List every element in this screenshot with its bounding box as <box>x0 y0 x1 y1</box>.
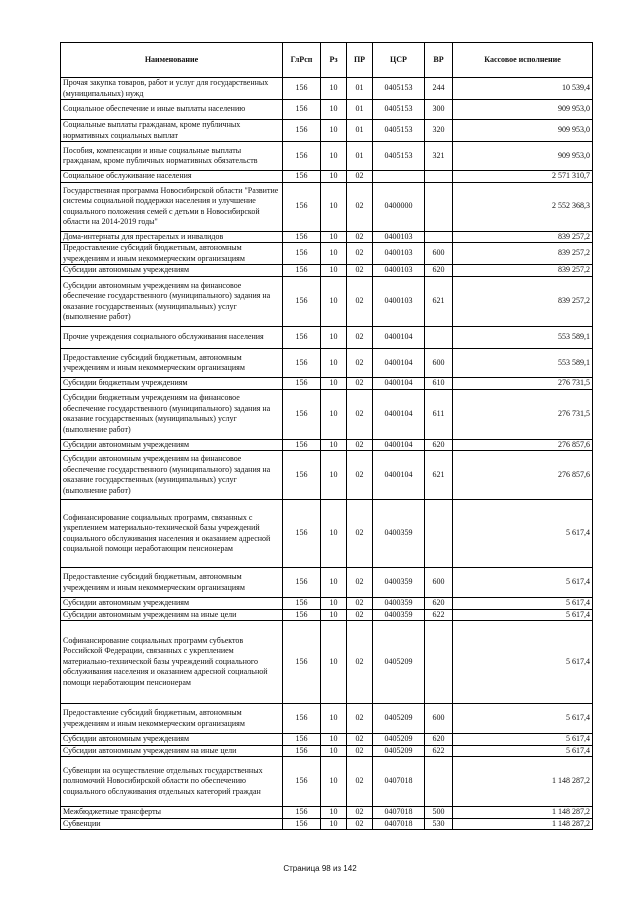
table-cell-csr: 0400359 <box>373 609 425 621</box>
table-cell-name: Социальное обеспечение и иные выплаты населению <box>61 100 283 120</box>
table-row <box>61 171 593 183</box>
table-cell-pr: 02 <box>347 621 373 704</box>
table-row <box>61 439 593 451</box>
table-cell-csr: 0405209 <box>373 704 425 734</box>
table-row <box>61 451 593 500</box>
table-cell-pr: 02 <box>347 757 373 807</box>
table-cell-grp: 156 <box>283 621 321 704</box>
table-cell-vr: 530 <box>425 818 453 830</box>
table-cell-vr: 611 <box>425 389 453 439</box>
table-cell-amount: 2 571 310,7 <box>453 171 593 183</box>
table-row <box>61 182 593 231</box>
table-cell-amount: 1 148 287,2 <box>453 807 593 819</box>
table-cell-grp: 156 <box>283 378 321 390</box>
header-pr: ПР <box>347 43 373 78</box>
table-row <box>61 277 593 327</box>
table-cell-grp: 156 <box>283 568 321 598</box>
table-cell-grp: 156 <box>283 389 321 439</box>
table-cell-pr: 02 <box>347 265 373 277</box>
table-cell-amount: 2 552 368,3 <box>453 182 593 231</box>
table-cell-csr: 0405209 <box>373 745 425 757</box>
table-cell-grp: 156 <box>283 243 321 265</box>
table-cell-vr: 620 <box>425 265 453 277</box>
table-cell-name: Социальные выплаты гражданам, кроме публичных нормативных социальных выплат <box>61 120 283 142</box>
table-cell-amount: 5 617,4 <box>453 704 593 734</box>
header-grp: ГлРсп <box>283 43 321 78</box>
table-row <box>61 349 593 378</box>
table-row <box>61 78 593 100</box>
table-cell-pr: 02 <box>347 704 373 734</box>
table-cell-vr: 622 <box>425 745 453 757</box>
table-cell-csr: 0400000 <box>373 182 425 231</box>
table-cell-vr <box>425 171 453 183</box>
table-cell-csr: 0400104 <box>373 378 425 390</box>
table-cell-amount: 276 857,6 <box>453 451 593 500</box>
table-cell-grp: 156 <box>283 277 321 327</box>
table-cell-grp: 156 <box>283 265 321 277</box>
table-cell-vr: 620 <box>425 598 453 610</box>
table-cell-pr: 02 <box>347 451 373 500</box>
table-cell-rz: 10 <box>321 277 347 327</box>
table-cell-grp: 156 <box>283 598 321 610</box>
header-rz: Рз <box>321 43 347 78</box>
table-cell-amount: 276 731,5 <box>453 378 593 390</box>
budget-table <box>60 42 593 830</box>
table-cell-rz: 10 <box>321 378 347 390</box>
table-cell-amount: 5 617,4 <box>453 745 593 757</box>
table-cell-vr: 620 <box>425 439 453 451</box>
table-cell-grp: 156 <box>283 349 321 378</box>
table-cell-csr: 0400104 <box>373 451 425 500</box>
table-cell-csr: 0400103 <box>373 231 425 243</box>
table-cell-rz: 10 <box>321 182 347 231</box>
table-cell-name: Субсидии бюджетным учреждениям <box>61 378 283 390</box>
header-vr: ВР <box>425 43 453 78</box>
table-row <box>61 568 593 598</box>
table-row <box>61 231 593 243</box>
table-cell-vr <box>425 757 453 807</box>
table-cell-amount: 1 148 287,2 <box>453 818 593 830</box>
table-row <box>61 598 593 610</box>
table-cell-rz: 10 <box>321 78 347 100</box>
table-cell-rz: 10 <box>321 568 347 598</box>
table-cell-vr: 600 <box>425 568 453 598</box>
table-cell-name: Предоставление субсидий бюджетным, автономным учреждениям и иным некоммерческим организациям <box>61 349 283 378</box>
table-cell-vr: 600 <box>425 349 453 378</box>
table-cell-rz: 10 <box>321 349 347 378</box>
table-cell-rz: 10 <box>321 598 347 610</box>
table-row <box>61 609 593 621</box>
table-row <box>61 745 593 757</box>
table-cell-amount: 909 953,0 <box>453 100 593 120</box>
table-cell-pr: 02 <box>347 378 373 390</box>
table-cell-name: Субсидии автономным учреждениям <box>61 734 283 746</box>
table-cell-name: Межбюджетные трансферты <box>61 807 283 819</box>
table-cell-name: Прочая закупка товаров, работ и услуг для государственных (муниципальных) нужд <box>61 78 283 100</box>
table-cell-csr: 0405209 <box>373 621 425 704</box>
table-cell-vr <box>425 327 453 349</box>
table-cell-amount: 909 953,0 <box>453 120 593 142</box>
table-cell-name: Дома-интернаты для престарелых и инвалидов <box>61 231 283 243</box>
table-cell-rz: 10 <box>321 609 347 621</box>
table-cell-pr: 01 <box>347 142 373 171</box>
table-row <box>61 120 593 142</box>
table-cell-vr: 244 <box>425 78 453 100</box>
table-cell-rz: 10 <box>321 818 347 830</box>
table-cell-rz: 10 <box>321 265 347 277</box>
table-row <box>61 265 593 277</box>
table-cell-name: Субсидии автономным учреждениям на иные цели <box>61 745 283 757</box>
table-cell-amount: 839 257,2 <box>453 265 593 277</box>
table-cell-pr: 02 <box>347 807 373 819</box>
table-cell-grp: 156 <box>283 327 321 349</box>
table-row <box>61 378 593 390</box>
table-cell-name: Субвенции на осуществление отдельных государственных полномочий Новосибирской области по обеспечению социального обслуживания отдельных категорий граждан <box>61 757 283 807</box>
table-cell-grp: 156 <box>283 734 321 746</box>
table-cell-amount: 5 617,4 <box>453 500 593 568</box>
table-cell-pr: 02 <box>347 609 373 621</box>
table-cell-csr <box>373 171 425 183</box>
table-cell-csr: 0407018 <box>373 807 425 819</box>
table-cell-amount: 5 617,4 <box>453 621 593 704</box>
table-cell-amount: 5 617,4 <box>453 568 593 598</box>
table-cell-amount: 276 857,6 <box>453 439 593 451</box>
table-cell-pr: 02 <box>347 568 373 598</box>
table-row <box>61 818 593 830</box>
table-cell-grp: 156 <box>283 171 321 183</box>
table-cell-pr: 02 <box>347 818 373 830</box>
table-cell-pr: 02 <box>347 182 373 231</box>
table-cell-vr: 600 <box>425 243 453 265</box>
table-cell-grp: 156 <box>283 231 321 243</box>
table-cell-grp: 156 <box>283 182 321 231</box>
table-cell-amount: 839 257,2 <box>453 231 593 243</box>
table-cell-amount: 5 617,4 <box>453 609 593 621</box>
table-row <box>61 704 593 734</box>
table-cell-csr: 0405209 <box>373 734 425 746</box>
table-row <box>61 734 593 746</box>
table-cell-vr: 621 <box>425 277 453 327</box>
header-name: Наименование <box>61 43 283 78</box>
table-cell-vr: 621 <box>425 451 453 500</box>
table-cell-name: Субсидии автономным учреждениям на иные цели <box>61 609 283 621</box>
table-cell-name: Софинансирование социальных программ субъектов Российской Федерации, связанных с укреплением материально-технической базы учреждений социального обслуживания населения и оказанием адресной социальной помощи неработающим пенсионерам <box>61 621 283 704</box>
table-cell-name: Предоставление субсидий бюджетным, автономным учреждениям и иным некоммерческим организациям <box>61 243 283 265</box>
table-cell-vr: 321 <box>425 142 453 171</box>
table-cell-amount: 276 731,5 <box>453 389 593 439</box>
table-cell-grp: 156 <box>283 609 321 621</box>
table-cell-name: Субсидии автономным учреждениям на финансовое обеспечение государственного (муниципального) задания на оказание государственных (муниципальных) услуг (выполнение работ) <box>61 451 283 500</box>
table-row <box>61 389 593 439</box>
table-row <box>61 807 593 819</box>
table-cell-name: Субсидии автономным учреждениям на финансовое обеспечение государственного (муниципального) задания на оказание государственных (муниципальных) услуг (выполнение работ) <box>61 277 283 327</box>
table-cell-amount: 553 589,1 <box>453 349 593 378</box>
table-cell-vr <box>425 182 453 231</box>
table-cell-grp: 156 <box>283 818 321 830</box>
table-cell-csr: 0405153 <box>373 78 425 100</box>
table-cell-vr: 600 <box>425 704 453 734</box>
table-row <box>61 327 593 349</box>
table-cell-pr: 01 <box>347 100 373 120</box>
table-cell-rz: 10 <box>321 389 347 439</box>
table-cell-name: Субсидии автономным учреждениям <box>61 265 283 277</box>
table-row <box>61 100 593 120</box>
table-cell-pr: 02 <box>347 500 373 568</box>
table-cell-csr: 0400104 <box>373 349 425 378</box>
table-cell-grp: 156 <box>283 100 321 120</box>
table-cell-grp: 156 <box>283 142 321 171</box>
table-cell-grp: 156 <box>283 745 321 757</box>
table-cell-pr: 02 <box>347 439 373 451</box>
table-cell-name: Субсидии автономным учреждениям <box>61 598 283 610</box>
table-cell-amount: 909 953,0 <box>453 142 593 171</box>
table-cell-name: Субсидии автономным учреждениям <box>61 439 283 451</box>
table-cell-csr: 0400103 <box>373 265 425 277</box>
table-cell-grp: 156 <box>283 78 321 100</box>
table-row <box>61 243 593 265</box>
table-cell-csr: 0400359 <box>373 500 425 568</box>
table-cell-pr: 01 <box>347 78 373 100</box>
table-cell-pr: 02 <box>347 243 373 265</box>
table-row <box>61 500 593 568</box>
table-cell-pr: 02 <box>347 231 373 243</box>
table-cell-csr: 0405153 <box>373 100 425 120</box>
table-cell-csr: 0400104 <box>373 389 425 439</box>
table-cell-vr <box>425 621 453 704</box>
table-cell-name: Государственная программа Новосибирской области "Развитие системы социальной поддержки населения и улучшение социального положения семей с детьми в Новосибирской области на 2014-2019 годы" <box>61 182 283 231</box>
table-cell-pr: 01 <box>347 120 373 142</box>
table-cell-vr: 622 <box>425 609 453 621</box>
table-cell-amount: 553 589,1 <box>453 327 593 349</box>
table-cell-rz: 10 <box>321 439 347 451</box>
table-cell-rz: 10 <box>321 757 347 807</box>
table-cell-amount: 5 617,4 <box>453 598 593 610</box>
table-cell-amount: 839 257,2 <box>453 243 593 265</box>
table-cell-grp: 156 <box>283 451 321 500</box>
table-cell-pr: 02 <box>347 745 373 757</box>
header-amount: Кассовое исполнение <box>453 43 593 78</box>
table-cell-rz: 10 <box>321 704 347 734</box>
table-cell-amount: 1 148 287,2 <box>453 757 593 807</box>
table-cell-grp: 156 <box>283 807 321 819</box>
table-cell-rz: 10 <box>321 231 347 243</box>
table-cell-grp: 156 <box>283 704 321 734</box>
table-row <box>61 757 593 807</box>
table-cell-pr: 02 <box>347 349 373 378</box>
table-cell-rz: 10 <box>321 243 347 265</box>
table-cell-rz: 10 <box>321 120 347 142</box>
table-cell-csr: 0407018 <box>373 818 425 830</box>
table-cell-csr: 0405153 <box>373 120 425 142</box>
table-cell-grp: 156 <box>283 120 321 142</box>
page-footer: Страница 98 из 142 <box>283 864 357 873</box>
table-cell-pr: 02 <box>347 171 373 183</box>
table-cell-name: Субвенции <box>61 818 283 830</box>
table-cell-amount: 5 617,4 <box>453 734 593 746</box>
table-cell-csr: 0405153 <box>373 142 425 171</box>
table-cell-csr: 0400104 <box>373 439 425 451</box>
table-cell-grp: 156 <box>283 757 321 807</box>
table-cell-csr: 0400359 <box>373 568 425 598</box>
table-cell-vr <box>425 231 453 243</box>
table-cell-grp: 156 <box>283 500 321 568</box>
table-cell-vr: 610 <box>425 378 453 390</box>
table-cell-vr: 620 <box>425 734 453 746</box>
table-cell-name: Прочие учреждения социального обслуживания населения <box>61 327 283 349</box>
table-cell-vr: 500 <box>425 807 453 819</box>
header-csr: ЦСР <box>373 43 425 78</box>
table-cell-rz: 10 <box>321 171 347 183</box>
table-cell-csr: 0400104 <box>373 327 425 349</box>
document-page <box>60 42 592 830</box>
table-cell-name: Предоставление субсидий бюджетным, автономным учреждениям и иным некоммерческим организациям <box>61 568 283 598</box>
table-cell-vr: 320 <box>425 120 453 142</box>
table-cell-rz: 10 <box>321 100 347 120</box>
table-cell-rz: 10 <box>321 500 347 568</box>
table-cell-rz: 10 <box>321 327 347 349</box>
table-cell-name: Пособия, компенсации и иные социальные выплаты гражданам, кроме публичных нормативных обязательств <box>61 142 283 171</box>
table-row <box>61 621 593 704</box>
table-cell-pr: 02 <box>347 277 373 327</box>
table-cell-pr: 02 <box>347 327 373 349</box>
table-cell-name: Софинансирование социальных программ, связанных с укреплением материально-технической базы учреждений социального обслуживания населения и оказанием адресной социальной помощи неработающим пенсионерам <box>61 500 283 568</box>
table-header-row <box>61 43 593 78</box>
table-cell-name: Социальное обслуживание населения <box>61 171 283 183</box>
table-cell-rz: 10 <box>321 745 347 757</box>
table-row <box>61 142 593 171</box>
table-cell-rz: 10 <box>321 807 347 819</box>
table-cell-csr: 0400359 <box>373 598 425 610</box>
table-cell-name: Субсидии бюджетным учреждениям на финансовое обеспечение государственного (муниципального) задания на оказание государственных (муниципальных) услуг (выполнение работ) <box>61 389 283 439</box>
table-cell-vr <box>425 500 453 568</box>
table-cell-csr: 0400103 <box>373 277 425 327</box>
table-cell-csr: 0400103 <box>373 243 425 265</box>
table-cell-name: Предоставление субсидий бюджетным, автономным учреждениям и иным некоммерческим организациям <box>61 704 283 734</box>
table-cell-rz: 10 <box>321 621 347 704</box>
table-cell-rz: 10 <box>321 142 347 171</box>
table-cell-amount: 10 539,4 <box>453 78 593 100</box>
table-cell-csr: 0407018 <box>373 757 425 807</box>
table-cell-vr: 300 <box>425 100 453 120</box>
table-cell-pr: 02 <box>347 734 373 746</box>
table-cell-pr: 02 <box>347 598 373 610</box>
table-cell-amount: 839 257,2 <box>453 277 593 327</box>
table-cell-rz: 10 <box>321 451 347 500</box>
table-cell-rz: 10 <box>321 734 347 746</box>
table-cell-grp: 156 <box>283 439 321 451</box>
table-cell-pr: 02 <box>347 389 373 439</box>
